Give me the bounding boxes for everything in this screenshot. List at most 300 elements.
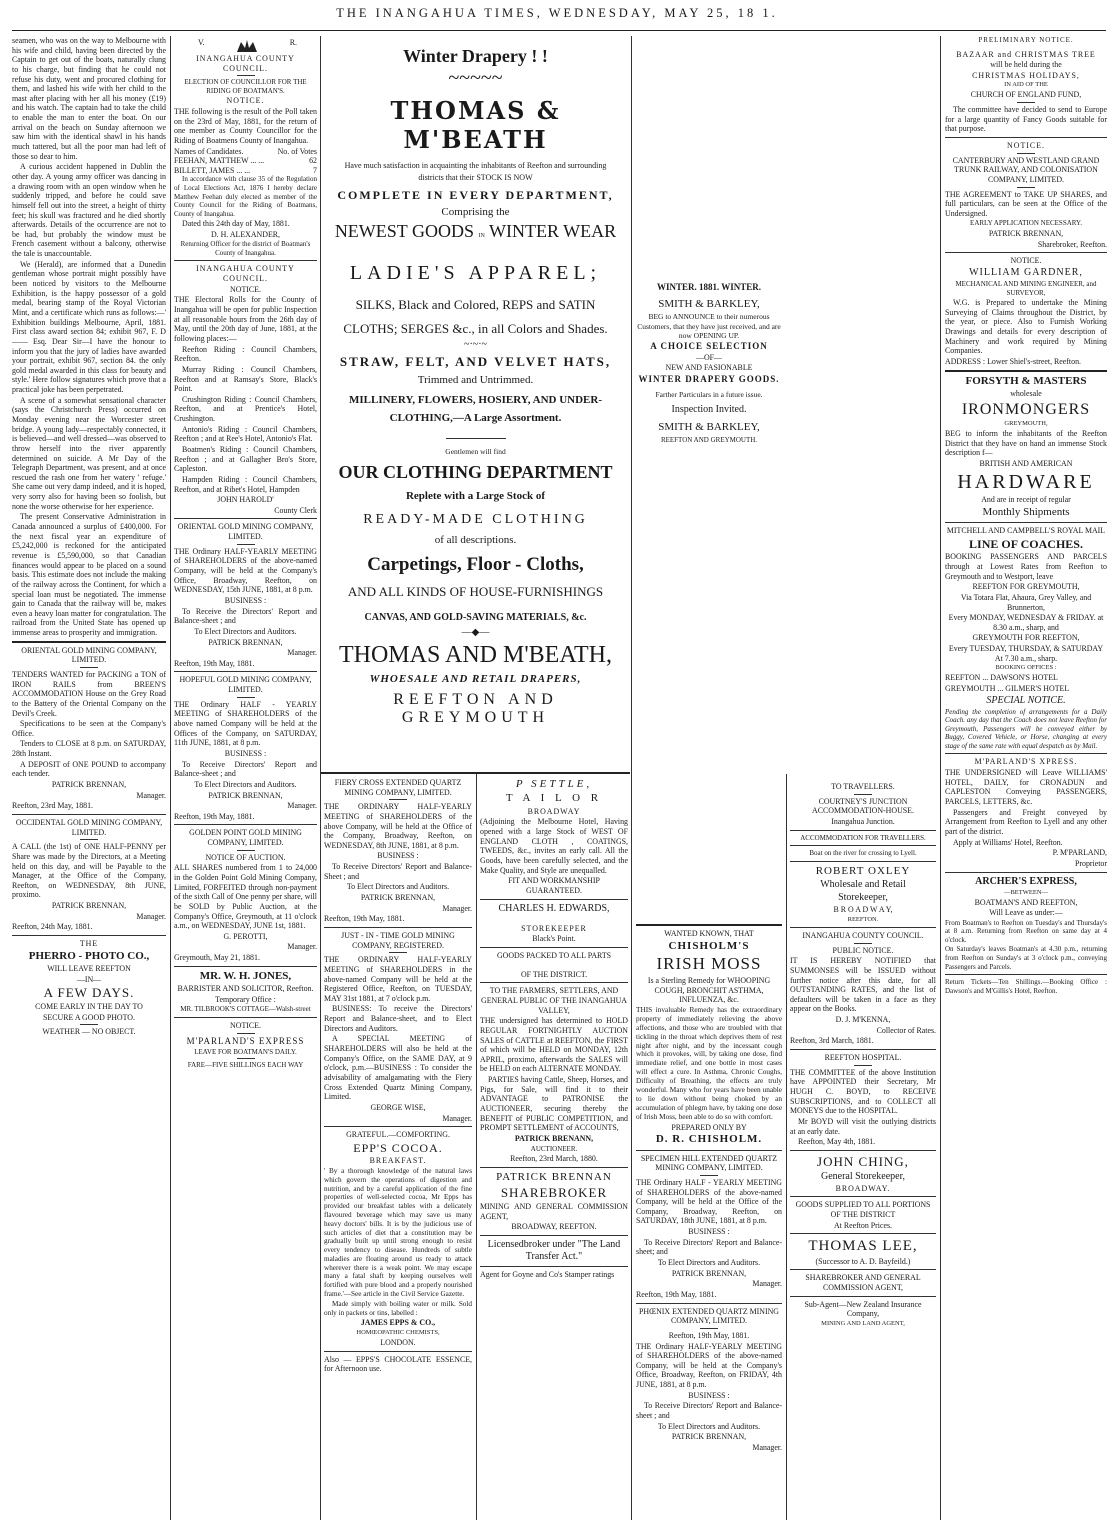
archer-saturday: On Saturday's leaves Boatman's at 4.30 p.m., returning from Reefton on Sunday's at 3 o'clock p.m., conveying Passengers and Parcels. bbox=[945, 945, 1107, 971]
ad-have: Have much satisfaction in acquainting the inhabitants of Reefton and surrounding districts that their STOCK IS NOW bbox=[344, 161, 607, 182]
xpress-mparland: P. M'PARLAND, bbox=[1052, 848, 1107, 858]
gp-body: ALL SHARES numbered from 1 to 24,000 in the Golden Point Gold Mining Company, Limited, FORFEITED through non-payment of the sixth Call of One penny per share, will be SOLD by Public Auction, at the Company's Office, Greymouth, at 11 o'clock a.m., on WEDNESDAY, JUNE 1st, 1881. bbox=[174, 863, 317, 931]
rolls-body: THE Electoral Rolls for the County of Inangahua will be open for public Inspection at all reasonable hours from the 26th day of May, until the 20th day of June, 1881, at the following places:— bbox=[174, 295, 317, 343]
masthead-title: THE INANGAHUA TIMES, WEDNESDAY, MAY 25, 18 1. bbox=[336, 6, 778, 20]
gardner-address: ADDRESS : Lower Shiel's-street, Reefton. bbox=[945, 356, 1081, 366]
ad-complete: COMPLETE IN EVERY DEPARTMENT, bbox=[337, 188, 614, 202]
mparland-fare: FARE—FIVE SHILLINGS EACH WAY bbox=[187, 1061, 304, 1070]
divider bbox=[80, 839, 98, 840]
og-title: ORIENTAL GOLD MINING COMPANY, LIMITED. bbox=[177, 522, 314, 542]
divider bbox=[854, 794, 872, 795]
mparland-title: M'PARLAND'S EXPRESS bbox=[186, 1035, 305, 1046]
office1: REEFTON ... DAWSON'S HOTEL bbox=[945, 673, 1058, 683]
fc-business: BUSINESS : bbox=[377, 851, 419, 861]
ad-newest bbox=[321, 221, 630, 242]
epps-also: Also — EPPS'S CHOCOLATE ESSENCE, for Afternoon use. bbox=[324, 1354, 472, 1374]
spacer bbox=[636, 445, 782, 921]
article-shipwreck: seamen, who was on the way to Melbourne with his wife and child, having been directed by the Captain to get out of the boats, naturally clung to his charge, but finding that he could not refuse his duty, went and procured clothing for them, and lashed his wife with her child to the mast after placing with her all his money (£19) and his watch. The captain had to take the child to enable the man to enter the boat. On our arrival on the beach on Sunday afternoon we saw him with the identical shawl in his hands much tattered, but all the poor man had left of those so dear to him. bbox=[12, 36, 166, 161]
divider bbox=[321, 772, 630, 774]
divider bbox=[854, 1065, 872, 1066]
clerk-role: County Clerk bbox=[274, 505, 317, 515]
og-business: BUSINESS : bbox=[224, 595, 267, 605]
riding-item: Murray Riding : Council Chambers, Reefton and at Ramsay's Store, Black's Point. bbox=[174, 364, 317, 394]
edwards-storekeeper: STOREKEEPER bbox=[521, 923, 587, 933]
pb-name: PATRICK BRENNAN bbox=[496, 1170, 612, 1183]
ad-newest-goods: NEWEST GOODS bbox=[334, 221, 474, 241]
winter-head: WINTER. 1881. WINTER. bbox=[656, 282, 762, 292]
article-dublin-accident: A curious accident happened in Dublin the other day. A young army officer was dancing in a drawing room with an open window when he suddenly tripped, and before he could save himself fell out into the street, a height of thirty feet; his skull was fractured and he died shortly afterwards. Details of the occurrence are not to be had, but probably the window must be French casement without a balcony, otherwise the tale is unaccountable. bbox=[12, 162, 166, 259]
divider bbox=[945, 252, 1107, 253]
via: Via Totara Flat, Ahaura, Grey Valley, and Brunnerton, bbox=[960, 592, 1092, 612]
divider bbox=[790, 845, 936, 846]
masthead-rule bbox=[12, 30, 1106, 31]
ad-cloths: CLOTHS; SERGES &c., in all Colors and Shades. bbox=[343, 321, 608, 336]
election-accordance: In accordance with clause 35 of the Regulation of Local Elections Act, 1876 I hereby declare Matthew Feehan duly elected as member of the County Council for the Riding of Boatmans, County of Inangahua. bbox=[174, 175, 317, 218]
special: SPECIAL NOTICE. bbox=[986, 694, 1066, 706]
divider bbox=[1017, 102, 1035, 103]
column-rule bbox=[476, 774, 477, 1520]
column-1 bbox=[12, 36, 166, 1520]
divider bbox=[790, 1233, 936, 1234]
ad-ladies: LADIE'S APPAREL; bbox=[349, 262, 602, 284]
og-role: Manager. bbox=[287, 648, 317, 658]
oxley-storekeeper: Storekeeper, bbox=[838, 892, 888, 904]
occidental-date: Reefton, 24th May, 1881. bbox=[12, 922, 93, 932]
election-head: ELECTION OF COUNCILLOR FOR THE RIDING OF BOATMAN'S. bbox=[184, 78, 307, 95]
phoenix-role: Manager. bbox=[752, 1442, 782, 1452]
hg-business-1: To Receive Directors' Report and Balance-sheet ; and bbox=[174, 759, 317, 779]
council-title: INANGAHUA COUNTY COUNCIL. bbox=[196, 54, 295, 73]
ad-replete: Replete with a Large Stock of bbox=[405, 490, 545, 502]
sb-drapery: WINTER DRAPERY GOODS. bbox=[638, 374, 780, 385]
divider bbox=[480, 947, 628, 948]
candidate-row bbox=[174, 156, 317, 166]
ad-winter-drapery: Winter Drapery ! ! bbox=[403, 46, 548, 66]
council2-title: INANGAHUA COUNTY COUNCIL. bbox=[196, 264, 295, 284]
phoenix-body: THE Ordinary HALF-YEARLY MEETING of SHAREHOLDERS of the above-named Company, will be held at the Company's Office, Broadway, Reefton, on FRIDAY, 4th JUNE, 1881, at 8 p.m. bbox=[636, 1341, 782, 1390]
photo-the: THE bbox=[79, 939, 99, 949]
og-signature: PATRICK BRENNAN, bbox=[208, 637, 283, 647]
divider bbox=[945, 753, 1107, 754]
oriental-spec: Specifications to be seen at the Company's Office. bbox=[12, 719, 166, 738]
gardner-body: W.G. is Prepared to undertake the Mining Surveying of Claims throughout the District, by the year, or piece. Also to Furnish Working Drawings and details for every description of Machinery and work required by Mining Companies. bbox=[945, 298, 1107, 356]
farmers-title: TO THE FARMERS, SETTLERS, AND GENERAL PUBLIC OF THE INANGAHUA VALLEY, bbox=[481, 986, 627, 1015]
fc-role: Manager. bbox=[442, 903, 472, 913]
ad-gentlemen: Gentlemen will find bbox=[445, 447, 506, 456]
divider bbox=[80, 667, 98, 668]
divider bbox=[12, 935, 166, 936]
fc-date: Reefton, 19th May, 1881. bbox=[324, 914, 405, 924]
ad-canvas: CANVAS, AND GOLD-SAVING MATERIALS, &c. bbox=[364, 612, 587, 623]
divider bbox=[790, 1196, 936, 1197]
epps-grateful: GRATEFUL.—COMFORTING. bbox=[346, 1130, 450, 1140]
lee-successor: (Successor to A. D. Bayfeild.) bbox=[815, 1256, 911, 1266]
archer-from: From Boatman's to Reefton on Tuesday's and Thursday's at 8 a.m. Returning from Reefton on same day at 4 o'clock. bbox=[945, 918, 1107, 944]
divider bbox=[237, 1033, 255, 1034]
days1: Every MONDAY, WEDNESDAY & FRIDAY. at 8.30 a.m., sharp, and bbox=[948, 613, 1104, 632]
column-rule bbox=[786, 774, 787, 1520]
irish-moss: IRISH MOSS bbox=[656, 954, 762, 974]
divider bbox=[854, 943, 872, 944]
licensed: Licensedbroker under "The Land Transfer Act." bbox=[487, 1238, 621, 1263]
spec-business-1: To Receive Directors' Report and Balance-sheet; and bbox=[636, 1237, 782, 1257]
photo-days: A FEW DAYS. bbox=[43, 985, 135, 1001]
divider bbox=[480, 1167, 628, 1168]
divider bbox=[237, 75, 255, 76]
sb-name2: SMITH & BARKLEY, bbox=[658, 421, 760, 434]
mparland-leave: LEAVE FOR BOATMAN'S DAILY. bbox=[194, 1047, 297, 1056]
divider bbox=[12, 641, 166, 643]
column-rule bbox=[940, 36, 941, 1520]
photo-leave: WILL LEAVE REEFTON bbox=[47, 964, 131, 974]
divider bbox=[174, 1017, 317, 1018]
gp-notice: NOTICE OF AUCTION. bbox=[205, 852, 286, 862]
phoenix-signature: PATRICK BRENNAN, bbox=[671, 1432, 747, 1442]
phoenix-business-2: To Elect Directors and Auditors. bbox=[657, 1421, 761, 1431]
edwards-blacks: Black's Point. bbox=[532, 934, 576, 944]
early: EARLY APPLICATION NECESSARY. bbox=[970, 219, 1082, 228]
divider bbox=[480, 899, 628, 900]
column-5 bbox=[636, 36, 782, 1520]
forsyth-receipt: And are in receipt of regular bbox=[981, 495, 1071, 505]
divider bbox=[174, 518, 317, 519]
candidate-name: FEEHAN, MATTHEW ... ... bbox=[174, 156, 265, 166]
ad-all-desc: of all descriptions. bbox=[434, 534, 517, 546]
divider bbox=[446, 438, 506, 439]
gardner-role: MECHANICAL AND MINING ENGINEER, and SURVEYOR, bbox=[955, 280, 1097, 297]
column-2 bbox=[174, 36, 317, 1520]
divider bbox=[480, 982, 628, 983]
bazaar-fund: CHURCH OF ENGLAND FUND, bbox=[970, 90, 1082, 100]
farmers-date: Reefton, 23rd March, 1880. bbox=[510, 1154, 598, 1164]
divider bbox=[790, 1150, 936, 1151]
divider bbox=[790, 861, 936, 862]
notice2: NOTICE. bbox=[1010, 256, 1042, 266]
jit-role: Manager. bbox=[442, 1113, 472, 1123]
sb-beg: BEG to ANNOUNCE to their numerous Customers, that they have just received, and are now OPENING UP. bbox=[637, 312, 781, 340]
candidate-row bbox=[174, 166, 317, 176]
moss-sterling: Is a Sterling Remedy for WHOOPING COUGH, BRONCHIT ASTHMA, INFLUENZA, &c. bbox=[647, 976, 771, 1005]
cipher-v: V. bbox=[198, 38, 205, 47]
pb-title: SHAREBROKER bbox=[500, 1185, 608, 1201]
mitchell: MITCHELL AND CAMPBELL'S ROYAL MAIL bbox=[946, 526, 1106, 536]
archer-will: Will Leave as under:— bbox=[989, 908, 1063, 918]
hg-date: Reefton, 19th May, 1881. bbox=[174, 811, 255, 821]
icc-public: PUBLIC NOTICE. bbox=[832, 945, 894, 955]
icc-body: IT IS HEREBY NOTIFIED that SUMMONSES will be ISSUED without further notice after this date, for all OUTSTANDING RATES, and the list of defaulters will be taken in a face as they appear on the Books. bbox=[790, 956, 936, 1014]
jit-special: A SPECIAL MEETING of SHAREHOLDERS will also be held at the Company's Office, on the SAME DAY, at 9 o'clock, p.m.—BUSINESS : To consider the advisability of amalgamating with the Fiery Cross Extended Quartz Mining Company, Limited. bbox=[324, 1034, 472, 1102]
icc-date: Reefton, 3rd March, 1881. bbox=[790, 1036, 874, 1046]
settle-name: P SETTLE, bbox=[515, 778, 593, 790]
og-business-2: To Elect Directors and Auditors. bbox=[194, 626, 297, 636]
booking: BOOKING PASSENGERS AND PARCELS through at Lowest Rates from Reefton to Greymouth and to Westport, leave bbox=[945, 552, 1107, 581]
riding-item: Hampden Riding : Council Chambers, Reefton, and at Ribet's Hotel, Hampden bbox=[174, 474, 317, 494]
divider bbox=[324, 1351, 472, 1352]
bazaar-christmas: CHRISTMAS HOLIDAYS, bbox=[972, 70, 1080, 80]
divider bbox=[237, 850, 255, 851]
sb-choice: A CHOICE SELECTION bbox=[650, 340, 768, 351]
spec-business-2: To Elect Directors and Auditors. bbox=[657, 1258, 761, 1268]
farmers-body: THE undersigned has determined to HOLD REGULAR FORTNIGHTLY AUCTION SALES of CATTLE at REEFTON, the FIRST of which will be HELD on MONDAY, 12th APRIL, proximo, afterwards the SALES will be HELD on each ALTERNATE MONDAY. bbox=[480, 1016, 628, 1074]
fc-body: THE ORDINARY HALF-YEARLY MEETING of SHAREHOLDERS of the above Company, will be held at the Office of the Company, Broadway, Reefton, on WEDNESDAY, 8th JUNE, 1881, at 8 p.m. bbox=[324, 802, 472, 850]
days2: Every TUESDAY, THURSDAY, & SATURDAY At 7.30 a.m., sharp. bbox=[948, 644, 1104, 663]
prices: At Reefton Prices. bbox=[833, 1220, 893, 1230]
article-river-rescue: A scene of a somewhat sensational character (says the Christchurch Press) occurred on Monday evening near the Worcester street bridge. A young lady—respectably connected, it is believed—and well dressed—was observed to throw herself into the river apparently determined on suicide. A Mr Day of the Telegraph Department, was present, and at once rescued the rash one from her watery ' refuge.' She came out very damp indeed, and it is hoped, very sorry also for having been so foolish, but none the worse otherwise for her experience. bbox=[12, 395, 166, 511]
candidates-head-votes: No. of Votes bbox=[277, 146, 317, 156]
candidates-header bbox=[174, 147, 317, 157]
column-rule bbox=[170, 36, 171, 1520]
wanted: WANTED KNOWN, THAT bbox=[664, 929, 754, 939]
ching: JOHN CHING, bbox=[817, 1153, 909, 1169]
pb-role: Sharebroker, Reefton. bbox=[1037, 239, 1107, 249]
hospital-date: Reefton, May 4th, 1881. bbox=[798, 1137, 876, 1147]
travellers: TO TRAVELLERS. bbox=[831, 782, 895, 791]
cipher-r: R. bbox=[289, 38, 297, 47]
divider bbox=[389, 799, 407, 800]
forsyth-iron: IRONMONGERS bbox=[961, 400, 1091, 418]
jit-body: THE ORDINARY HALF-YEARLY MEETING of SHAREHOLDERS in the above-named Company will be held at the Registered Office, Reefton, on TUESDAY, MAY 31st 1881, at 7 o'clock p.m. bbox=[324, 955, 472, 1003]
divider bbox=[480, 1235, 628, 1236]
archer-between: —BETWEEN— bbox=[1003, 888, 1049, 896]
divider bbox=[324, 1126, 472, 1127]
hospital-body: THE COMMITTEE of the above Institution have APPOINTED their Secretary, Mr HUGH C. BOYD, to RECEIVE SUBSCRIPTIONS, and to COLLECT all MONEYS due to the HOSPITAL. bbox=[790, 1067, 936, 1116]
ad-ready-made: READY-MADE CLOTHING bbox=[363, 512, 588, 527]
coaches: LINE OF COACHES. bbox=[969, 536, 1083, 551]
divider bbox=[389, 952, 407, 953]
special-body: Pending the completion of arrangements for a Daily Coach. any day that the Coach does not leave Reefton for Greymouth, Passengers will be conveyed either by Buggy, Covered Vehicle, or Horse, changing at every stage of the same rate with equal despatch as by Mail. bbox=[945, 707, 1107, 750]
divider bbox=[945, 872, 1107, 873]
farmers-signature: PATRICK BRENANN, bbox=[514, 1133, 594, 1143]
lee-sharebroker: SHAREBROKER AND GENERAL COMMISSION AGENT, bbox=[805, 1273, 921, 1292]
icc-mckenna: D. J. M'KENNA, bbox=[835, 1015, 891, 1025]
sb-places: REEFTON AND GREYMOUTH. bbox=[660, 435, 758, 444]
hg-body: THE Ordinary HALF - YEARLY MEETING of SHAREHOLDERS of the above named Company will be held at the Offices of the Company, on SATURDAY, 11th JUNE, 1881, at 8 p.m. bbox=[174, 699, 317, 748]
hospital: REEFTON HOSPITAL. bbox=[824, 1053, 902, 1063]
ad-trimmed: Trimmed and Untrimmed. bbox=[417, 374, 534, 386]
fc-business-1: To Receive Directors' Report and Balance-Sheet ; and bbox=[324, 862, 472, 881]
epps-london: LONDON. bbox=[380, 1337, 416, 1347]
royal-crest-icon bbox=[235, 38, 259, 54]
jit-business: BUSINESS: To receive the Directors' Report and Balance-sheet, and to Elect Directors and Auditors. bbox=[324, 1004, 472, 1033]
forsyth-greymouth: GREYMOUTH, bbox=[1004, 420, 1048, 428]
settle-broadway: BROADWAY bbox=[527, 806, 581, 816]
divider bbox=[790, 927, 936, 928]
spacer bbox=[480, 916, 628, 924]
goods-supplied: GOODS SUPPLIED TO ALL PORTIONS OF THE DISTRICT bbox=[795, 1200, 931, 1220]
column-6 bbox=[790, 782, 936, 1520]
election-dated: Dated this 24th day of May, 1881. bbox=[182, 219, 290, 229]
ad-winter-wear: WINTER WEAR bbox=[489, 221, 617, 241]
column-3 bbox=[324, 778, 472, 1520]
candidate-votes: 62 bbox=[309, 156, 317, 166]
notice1: NOTICE. bbox=[1007, 140, 1045, 150]
agreement: THE AGREEMENT to TAKE UP SHARES, and full particulars, can be seen at the Office of the Undersigned. bbox=[945, 189, 1107, 218]
archer: ARCHER'S EXPRESS, bbox=[975, 875, 1077, 887]
notice-label: NOTICE. bbox=[226, 96, 265, 106]
canterbury: CANTERBURY AND WESTLAND GRAND TRUNK RAILWAY, AND COLONISATION COMPANY, LIMITED. bbox=[952, 155, 1100, 184]
hospital-boyd: Mr BOYD will visit the outlying districts at an early date. bbox=[790, 1116, 936, 1136]
gp-date: Greymouth, May 21, 1881. bbox=[174, 953, 260, 963]
settle-body: (Adjoining the Melbourne Hotel, Having opened with a large Stock of WEST OF ENGLAND CLOTH , COATINGS, TWEEDS, &c., invites an early call. All the Goods, have been carefully selected, and the Make Quality, and Style are unequalled. bbox=[480, 817, 628, 875]
accom: ACCOMMODATION FOR TRAVELLERS. bbox=[800, 833, 926, 842]
xpress-body: THE UNDERSIGNED will Leave WILLIAMS' HOTEL, DAILY, for CRONADUN and CAPLESTON Conveying PASSENGERS, PARCELS, LETTERS, &c. bbox=[945, 768, 1107, 807]
oxley: ROBERT OXLEY bbox=[815, 864, 911, 877]
gp-signature: G. PEROTTI, bbox=[223, 931, 268, 941]
sb-name: SMITH & BARKLEY, bbox=[658, 297, 760, 310]
oriental-deposit: A DEPOSIT of ONE POUND to accompany each tender. bbox=[12, 759, 166, 779]
ad-reefton: REEFTON AND GREYMOUTH bbox=[393, 691, 558, 726]
riding-item: Boatmen's Riding : Council Chambers, Reefton ; and at Gallagher Bro's Store, Capleston. bbox=[174, 445, 317, 474]
farmers-role: AUCTIONEER. bbox=[530, 1144, 578, 1153]
notice3-label: NOTICE. bbox=[230, 1020, 261, 1030]
spec-business: BUSINESS : bbox=[688, 1227, 730, 1237]
photo-secure: SECURE A GOOD PHOTO. bbox=[43, 1012, 135, 1022]
spec-signature: PATRICK BRENNAN, bbox=[671, 1268, 747, 1278]
ad-ornament-icon: ~~~~~ bbox=[448, 67, 503, 89]
ching-role: General Storekeeper, bbox=[821, 1170, 905, 1182]
divider bbox=[945, 137, 1107, 138]
edwards-name: CHARLES H. EDWARDS, bbox=[498, 902, 610, 914]
oxley-broadway: B R O A D W A Y, bbox=[833, 905, 893, 915]
g2r: GREYMOUTH FOR REEFTON, bbox=[972, 633, 1080, 643]
xpress-proprietor: Proprietor bbox=[1075, 858, 1107, 868]
phoenix-date: Reefton, 19th May, 1881. bbox=[668, 1330, 750, 1340]
column-7 bbox=[945, 36, 1107, 1520]
divider bbox=[174, 671, 317, 672]
ad-hats: STRAW, FELT, AND VELVET HATS, bbox=[339, 354, 612, 369]
divider bbox=[790, 1269, 936, 1270]
epps-firm: JAMES EPPS & CO., bbox=[360, 1318, 436, 1328]
oriental-title: ORIENTAL GOLD MINING COMPANY, LIMITED. bbox=[21, 645, 157, 665]
oriental-body: TENDERS WANTED for PACKING a TON of IRON RAILS from BREEN'S ACCOMMODATION House on the Grey Road to the Battery of the Oriental Company on the Devil's Creek. bbox=[12, 670, 166, 718]
jones-address: MR. TILBROOK'S COTTAGE—Walsh-street bbox=[180, 1005, 311, 1014]
photo-weather: WEATHER — NO OBJECT. bbox=[42, 1027, 136, 1037]
ad-house: AND ALL KINDS OF HOUSE-FURNISHINGS bbox=[347, 584, 604, 599]
masthead bbox=[0, 6, 1114, 36]
forsyth-monthly: Monthly Shipments bbox=[982, 505, 1070, 518]
occidental-title: OCCIDENTAL GOLD MINING COMPANY, LIMITED. bbox=[15, 817, 163, 837]
divider bbox=[174, 824, 317, 825]
fc-signature: PATRICK BRENNAN, bbox=[360, 893, 436, 903]
oriental-date: Reefton, 23rd May, 1881. bbox=[12, 801, 94, 811]
xpress-apply: Apply at Williams' Hotel, Reefton. bbox=[953, 837, 1063, 847]
thomas-mbeath-advert bbox=[321, 36, 630, 756]
ad-carpetings: Carpetings, Floor - Cloths, bbox=[367, 554, 584, 575]
divider bbox=[80, 1024, 98, 1025]
ching-addr: BROADWAY. bbox=[835, 1183, 891, 1193]
epps-body: ' By a thorough knowledge of the natural laws which govern the operations of digestion and nutrition, and by a careful application of the fine properties of well-selected cocoa, Mr Epps has provided our breakfast tables with a delicately flavoured beverage which may save us many heavy doctors' bills. It is by the judicious use of such articles of diet that a constitution may be gradually built up until strong enough to resist every tendency to disease. Hundreds of subtle maladies are floating around us ready to attack wherever there is a weak point. We may escape many a fatal shaft by keeping ourselves well fortified with pure blood and a properly nourished frame.'—See article in the Civil Service Gazette. bbox=[324, 1167, 472, 1298]
ad-comprising: Comprising the bbox=[441, 206, 510, 218]
epps-breakfast: BREAKFAST. bbox=[369, 1156, 427, 1166]
hg-title: HOPEFUL GOLD MINING COMPANY, LIMITED. bbox=[179, 675, 312, 695]
candidate-name: BILLETT, JAMES ... ... bbox=[174, 165, 251, 175]
sb-of: —OF— bbox=[696, 352, 722, 362]
ad-ornament2-icon: ~·~·~ bbox=[464, 339, 487, 350]
og-business-1: To Receive the Directors' Report and Balance-sheet ; and bbox=[174, 606, 317, 626]
divider bbox=[945, 370, 1107, 372]
clerk-name: JOHN HAROLD' bbox=[217, 495, 274, 505]
settle-fit: FIT AND WORKMANSHIP GUARANTEED. bbox=[508, 876, 600, 895]
lee-sub-agent: Sub-Agent—New Zealand Insurance Company, bbox=[804, 1299, 922, 1319]
ad-firm2: THOMAS AND M'BEATH, bbox=[338, 642, 612, 668]
forsyth-hardware: HARDWARE bbox=[957, 470, 1095, 493]
divider bbox=[174, 966, 317, 967]
ad-wholesale: WHOESALE AND RETAIL DRAPERS, bbox=[369, 673, 582, 685]
og-date: Reefton, 19th May, 1881. bbox=[174, 658, 255, 668]
hg-business: BUSINESS : bbox=[224, 748, 267, 758]
oriental-close: Tenders to CLOSE at 8 p.m. on SATURDAY, 28th Instant. bbox=[12, 739, 166, 759]
divider bbox=[237, 697, 255, 698]
column-rule bbox=[631, 36, 632, 1520]
oxley-reefton: REEFTON. bbox=[847, 916, 879, 924]
office2: GREYMOUTH ... GILMER'S HOTEL bbox=[945, 683, 1070, 693]
icc-collector: Collector of Rates. bbox=[876, 1025, 936, 1035]
r2g: REEFTON FOR GREYMOUTH, bbox=[972, 582, 1080, 592]
bazaar-aid: IN AID OF THE bbox=[1004, 81, 1048, 89]
photo-come: COME EARLY IN THE DAY TO bbox=[35, 1002, 143, 1012]
ad-ornament3-icon: —◆— bbox=[461, 627, 490, 638]
junction: Inangahua Junction. bbox=[831, 816, 895, 826]
candidate-votes: 7 bbox=[313, 165, 317, 175]
riding-item: Antonio's Riding : Council Chambers, Reefton ; and at Ree's Hotel, Antonio's Flat. bbox=[174, 424, 317, 444]
ad-our-clothing: OUR CLOTHING DEPARTMENT bbox=[338, 462, 613, 482]
spec-body: THE Ordinary HALF - YEARLY MEETING of SHAREHOLDERS of the above-named Company, will be held at the Office of the Company, Broadway, Reefton, on SATURDAY, 18th JUNE, 1881, at 8 p.m. bbox=[636, 1177, 782, 1226]
divider bbox=[1017, 153, 1035, 154]
divider bbox=[174, 260, 317, 261]
divider bbox=[12, 814, 166, 815]
sb-farther: Farther Particulars in a future issue. bbox=[655, 390, 763, 400]
ad-millinery: MILLINERY, FLOWERS, HOSIERY, AND UNDER- bbox=[349, 394, 602, 406]
moss-prepared: PREPARED ONLY BY bbox=[671, 1122, 747, 1132]
epps-made: Made simply with boiling water or milk. Sold only in packets or tins, labelled : bbox=[324, 1299, 472, 1317]
lee-mining: MINING AND LAND AGENT, bbox=[821, 1319, 905, 1327]
divider bbox=[945, 974, 1107, 975]
courtney: COURTNEY'S JUNCTION ACCOMMODATION-HOUSE. bbox=[812, 796, 914, 816]
jones-title: MR. W. H. JONES, bbox=[199, 969, 292, 982]
column-4 bbox=[480, 778, 628, 1520]
archer-return: Return Tickets—Ten Shillings.—Booking Office : Dawson's and M'Gillis's Hotel, Reefton. bbox=[945, 978, 1107, 995]
ad-clothing-assort: CLOTHING,—A Large Assortment. bbox=[389, 412, 562, 424]
pb: PATRICK BRENNAN, bbox=[988, 228, 1064, 238]
phoenix-business: BUSINESS : bbox=[688, 1390, 730, 1400]
farmers-parties: PARTIES having Cattle, Sheep, Horses, and Pigs, for Sale, will find it to their ADVANTAGE to PATRONISE the AUCTIONEER, securing thereby the BENEFIT of PUBLIC COMPETITION, and PROMPT SETTLEMENT of ACCOUNTS, bbox=[480, 1075, 628, 1133]
returning-role: Returning Officer for the district of Boatman's County of Inangahua. bbox=[180, 240, 311, 257]
forsyth-british: BRITISH AND AMERICAN bbox=[979, 459, 1073, 469]
article-canada-finances: The present Conservative Administration in Canada announced a surplus of £400,000. For the next fiscal year an expenditure of £5,242,000 is reckoned for the anticipated revenue is £5,590,000, so that Canadian finances would appear to be placed on a sound basis. This estimate does not include the making of the railway across the Continent, for which a special loan must be negotiated. The immense gain to Canada that the railway will be, makes even a heavy loan matter for congratulation. The railroad from the United State has opened up immense areas to prosperity and immigration. bbox=[12, 512, 166, 638]
pb-body: MINING AND GENERAL COMMISSION AGENT, bbox=[480, 1202, 628, 1221]
candidates-head-names: Names of Candidates. bbox=[174, 146, 244, 156]
boat: Boat on the river for crossing to Lyell. bbox=[809, 849, 917, 858]
xpress-freight: Passengers and Freight conveyed by Arrangement from Reefton to Lyell and any other part of the district. bbox=[945, 807, 1107, 836]
spec-date: Reefton, 19th May, 1881. bbox=[636, 1289, 717, 1299]
spacer bbox=[480, 962, 628, 970]
occidental-signature: PATRICK BRENNAN, bbox=[51, 901, 127, 911]
sb-new: NEW AND FASIONABLE bbox=[665, 363, 753, 373]
bazaar-committee: The committee have decided to send to Europe for a large quantity of Fancy Goods suitable for that purpose. bbox=[945, 105, 1107, 134]
sb-inspection: Inspection Invited. bbox=[671, 404, 747, 416]
gp-role: Manager. bbox=[287, 942, 317, 952]
og-body: THE Ordinary HALF-YEARLY MEETING of SHAREHOLDERS of the above-named Company, will be held at the Company's Office, Broadway, Reefton, on WEDNESDAY, 15th JUNE, 1881, at 8 p.m. bbox=[174, 546, 317, 595]
divider bbox=[324, 927, 472, 928]
divider bbox=[480, 1266, 628, 1267]
spacer bbox=[636, 36, 782, 282]
fc-business-2: To Elect Directors and Auditors. bbox=[346, 882, 450, 892]
oriental-signature: PATRICK BRENNAN, bbox=[51, 780, 127, 790]
moss-body: THIS invaluable Remedy has the extraordinary property of immediately relieving the above affections, and those who are troubled with that tickling in the throat which deprives them of rest night after night, and by the incessant cough which it provokes, will, by taking one dose, find immediate relief, and one bottle in most cases will effect a cure. In Asthma, Chronic Coughs, Difficulty of Breathing, the effects are truly wonderful. Many who for years have been unable to lie down without being choked by an accumulation of phlegm have, by taking one dose of Irish Moss, been able to do so with comfort. bbox=[636, 1004, 782, 1121]
ad-silks: SILKS, Black and Colored, REPS and SATIN bbox=[355, 297, 596, 312]
agent: Agent for Goyne and Co's Stamper ratings bbox=[480, 1270, 615, 1280]
election-body: THE following is the result of the Poll taken on the 23rd of May, 1881, for the return of one member as County Councillor for the Riding of Boatmens County of Inangahua. bbox=[174, 106, 317, 145]
